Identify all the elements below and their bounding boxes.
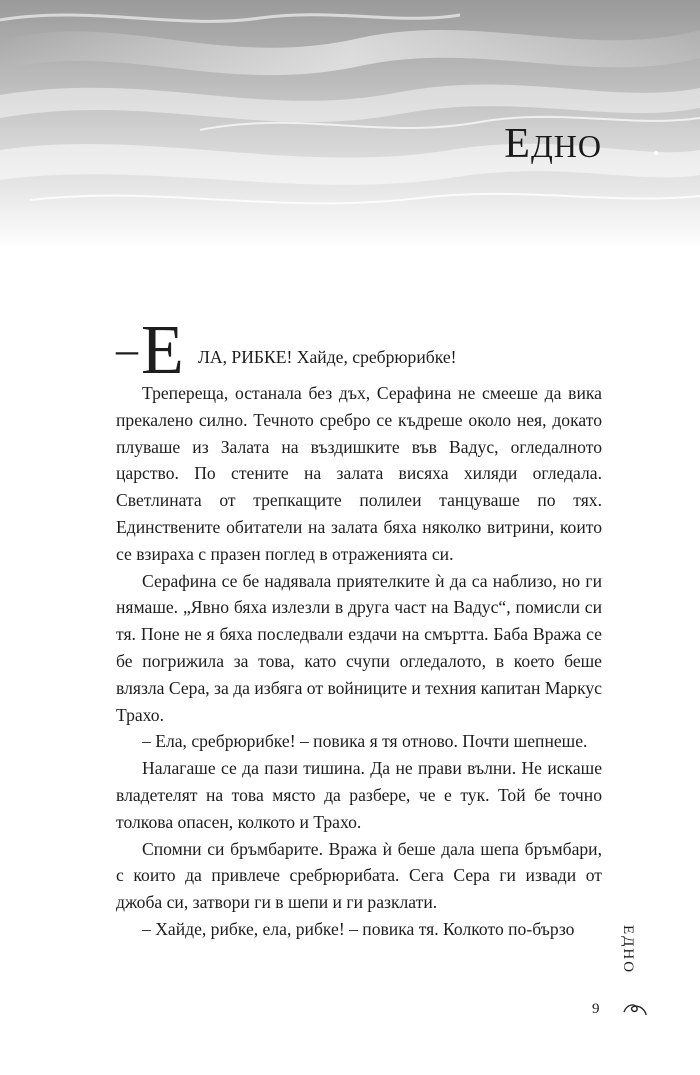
paragraph-2: Серафина се бе надявала приятелките ѝ да са наблизо, но ги нямаше. „Явно бяха излезли в друга част на Вадус“, помисли си тя. Поне не я бяха последвали ездачи на смъртта. Баба Вража се бе погрижила за това, като счупи огледалото, в което беше влязла Сера, за да избяга от войниците и техния капитан Маркус Трахо. [116, 570, 602, 725]
drop-cap-dash: – [116, 325, 138, 374]
swirl-ornament-icon [621, 1000, 649, 1018]
paragraph-4: Налагаше се да пази тишина. Да не прави вълни. Не искаше владетелят на това място да разбере, че е тук. Той бе точно толкова опасен, колкото и Трахо. [116, 758, 602, 832]
paragraph-6: – Хайде, рибке, ела, рибке! – повика тя. Колкото по-бързо [142, 918, 575, 939]
chapter-title [504, 120, 602, 168]
running-head-text: ЕДНО [620, 925, 636, 975]
opening-line-text: ЛА, РИБКЕ! Хайде, сребрюрибке! [198, 347, 457, 367]
chapter-title-rest: ДНО [530, 128, 602, 164]
opening-line [116, 312, 602, 389]
paragraph-5: Спомни си бръмбарите. Вража ѝ беше дала шепа бръмбари, с които да привлече сребрюрибата. Сега Сера ги извади от джоба си, затвори ги в шепи и ги разклати. [116, 838, 602, 913]
chapter-title-initial: Е [504, 121, 531, 167]
page-number: 9 [592, 1001, 600, 1017]
running-head-vertical [620, 925, 650, 1005]
body-text [116, 312, 602, 943]
drop-cap-letter: Е [141, 312, 184, 389]
paragraph-3: – Ела, сребрюрибке! – повика я тя отново. Почти шепнеше. [142, 731, 588, 752]
paragraph-1: Трепереща, останала без дъх, Серафина не смееше да вика прекалено силно. Течното сребро се къдреше около нея, докато плуваше из Залата на въздишките във Вадус, огледалното царство. По стените на залата висяха хиляди огледала. Светлината от трепкащите полилеи танцуваше по тях. Единствените обитатели на залата бяха няколко витрини, които се взираха с празен поглед в отраженията си. [116, 383, 602, 564]
